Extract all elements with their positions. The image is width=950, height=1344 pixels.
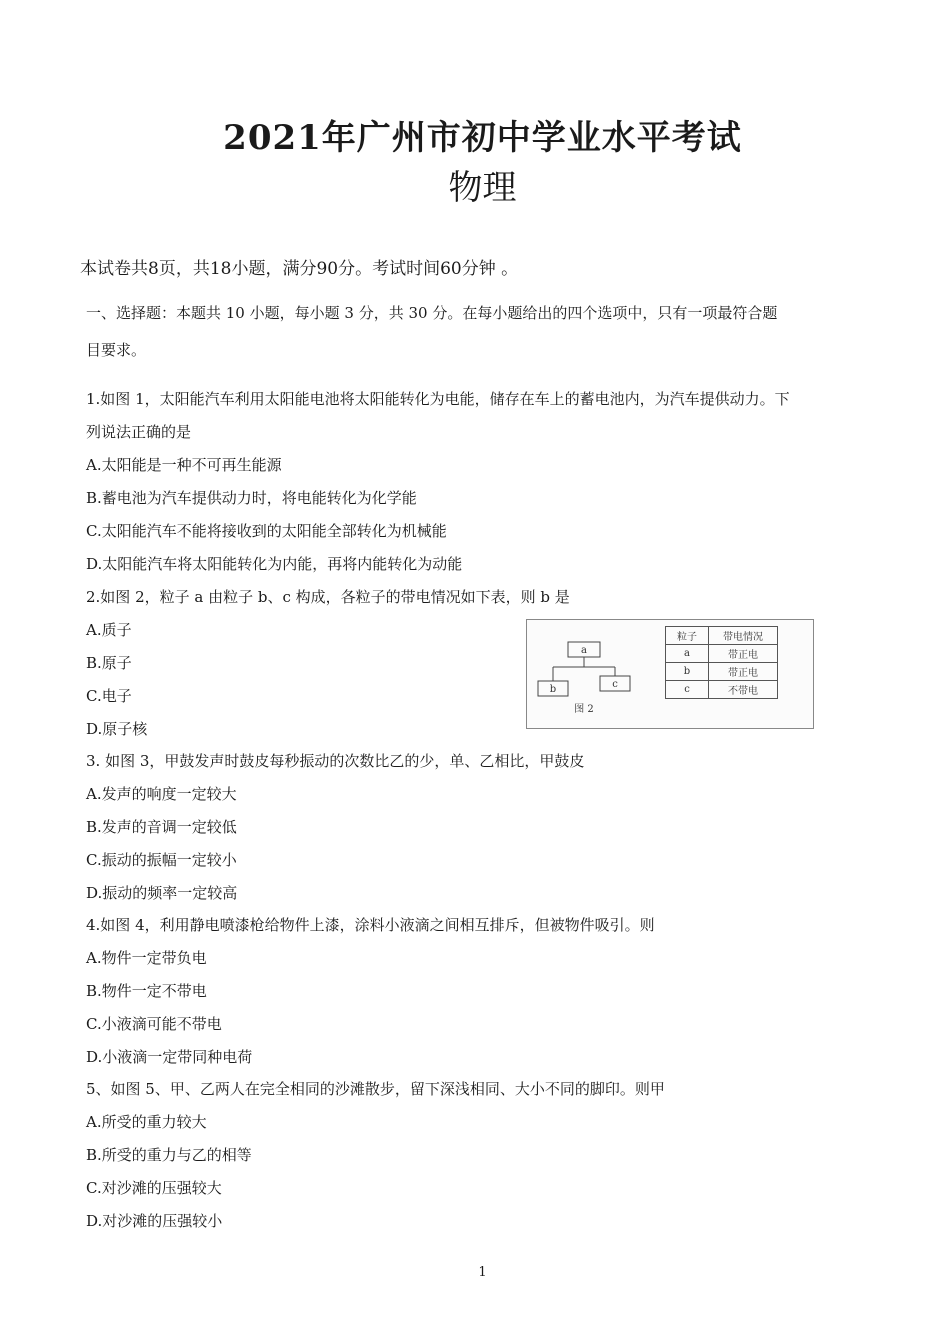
question-4-option-a: A.物件一定带负电 xyxy=(86,949,207,967)
node-b-label: b xyxy=(549,684,557,695)
question-5-option-a: A.所受的重力较大 xyxy=(86,1113,207,1131)
page-number: 1 xyxy=(478,1265,487,1280)
table-cell: 带正电 xyxy=(709,663,778,681)
table-cell: b xyxy=(666,663,709,681)
question-5-option-c: C.对沙滩的压强较大 xyxy=(86,1179,222,1197)
exam-subject: 物理 xyxy=(448,168,517,208)
question-1-option-d: D.太阳能汽车将太阳能转化为内能，再将内能转化为动能 xyxy=(86,555,463,573)
exam-info: 本试卷共8页，共18小题，满分90分。考试时间60分钟 。 xyxy=(80,259,519,279)
question-3-option-a: A.发声的响度一定较大 xyxy=(86,785,237,803)
question-3-stem: 3. 如图 3，甲鼓发声时鼓皮每秒振动的次数比乙的少，单、乙相比，甲鼓皮 xyxy=(86,752,585,770)
question-1-option-c: C.太阳能汽车不能将接收到的太阳能全部转化为机械能 xyxy=(86,522,447,540)
section-title-line-2: 目要求。 xyxy=(86,341,147,359)
table-cell: 不带电 xyxy=(709,681,778,699)
question-3-option-d: D.振动的频率一定较高 xyxy=(86,884,238,902)
question-5-option-b: B.所受的重力与乙的相等 xyxy=(86,1146,252,1164)
question-5-option-d: D.对沙滩的压强较小 xyxy=(86,1212,223,1230)
table-row xyxy=(666,681,778,699)
node-c-label: c xyxy=(612,679,618,690)
section-title-line-1: 一、选择题：本题共 10 小题，每小题 3 分，共 30 分。在每小题给出的四个选项中，只有一项最符合题 xyxy=(86,304,778,322)
table-row xyxy=(666,645,778,663)
node-a-label: a xyxy=(581,645,587,656)
question-2-option-c: C.电子 xyxy=(86,687,132,705)
question-5-stem: 5、如图 5、甲、乙两人在完全相同的沙滩散步，留下深浅相同、大小不同的脚印。则甲 xyxy=(86,1080,665,1098)
particle-tree-diagram xyxy=(527,620,657,728)
table-row xyxy=(666,663,778,681)
table-header-row xyxy=(666,627,778,645)
question-2-option-d: D.原子核 xyxy=(86,720,148,738)
table-header-cell: 粒子 xyxy=(666,627,709,645)
question-4-stem: 4.如图 4，利用静电喷漆枪给物件上漆，涂料小液滴之间相互排斥，但被物件吸引。则 xyxy=(86,916,655,934)
particle-charge-table xyxy=(665,626,778,699)
table-header-cell: 带电情况 xyxy=(709,627,778,645)
question-4-option-b: B.物件一定不带电 xyxy=(86,982,207,1000)
question-3-option-b: B.发声的音调一定较低 xyxy=(86,818,237,836)
figure-2-caption: 图 2 xyxy=(574,704,594,715)
question-3-option-c: C.振动的振幅一定较小 xyxy=(86,851,237,869)
question-1-option-a: A.太阳能是一种不可再生能源 xyxy=(86,456,282,474)
question-1-stem: 1.如图 1，太阳能汽车利用太阳能电池将太阳能转化为电能，储存在车上的蓄电池内，为汽车提供动力。下 xyxy=(86,390,790,408)
table-cell: a xyxy=(666,645,709,663)
table-cell: c xyxy=(666,681,709,699)
table-cell: 带正电 xyxy=(709,645,778,663)
exam-title: 2021年广州市初中学业水平考试 xyxy=(223,118,742,158)
question-2-option-a: A.质子 xyxy=(86,621,132,639)
question-4-option-c: C.小液滴可能不带电 xyxy=(86,1015,222,1033)
question-1-option-b: B.蓄电池为汽车提供动力时，将电能转化为化学能 xyxy=(86,489,417,507)
question-2-option-b: B.原子 xyxy=(86,654,132,672)
figure-2 xyxy=(526,619,814,729)
question-1-stem-cont: 列说法正确的是 xyxy=(86,423,192,441)
question-4-option-d: D.小液滴一定带同种电荷 xyxy=(86,1048,253,1066)
question-2-stem: 2.如图 2，粒子 a 由粒子 b、c 构成，各粒子的带电情况如下表，则 b 是 xyxy=(86,588,570,606)
